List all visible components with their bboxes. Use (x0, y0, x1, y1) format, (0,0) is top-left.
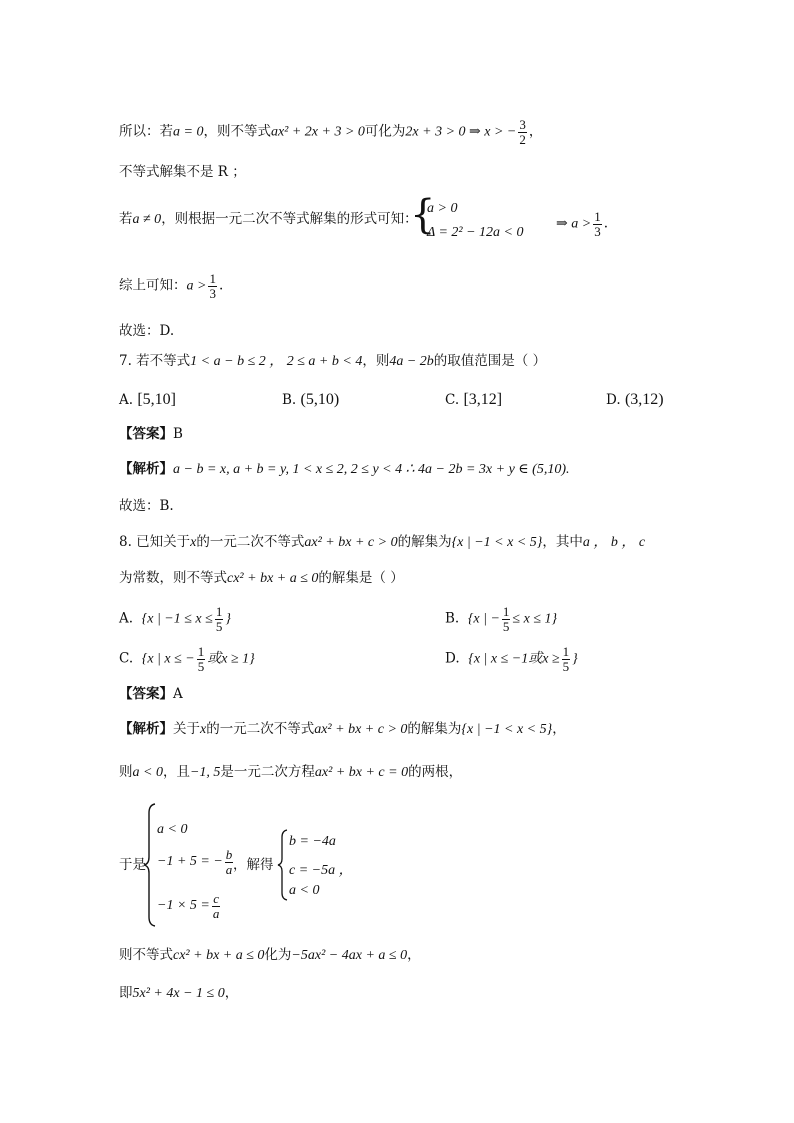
left-brace: { (410, 192, 436, 238)
text: ， (407, 947, 421, 963)
text: 7. 若不等式 (119, 353, 191, 369)
fraction-denominator: 5 (215, 618, 223, 634)
question-7-stem (119, 355, 546, 369)
fraction-denominator: 3 (209, 285, 216, 301)
math: {x | − (467, 611, 500, 627)
text: 化为 (264, 947, 292, 963)
text: ，则根据一元二次不等式解集的形式可知： (161, 211, 418, 227)
system-line: c = −5a ， (289, 863, 353, 878)
analysis-tag: 【解析】 (119, 721, 173, 737)
fraction (212, 892, 221, 920)
option-value: (3,12) (624, 391, 664, 408)
text: 的一元二次不等式 (206, 721, 315, 737)
system-line: a < 0 (157, 822, 188, 837)
option-value: (5,10) (300, 391, 340, 408)
answer-value: A (173, 686, 183, 702)
text: . (218, 277, 224, 294)
text: ，解得 (233, 857, 274, 873)
analysis-line (119, 723, 566, 737)
text: 若 (119, 211, 133, 227)
math: {x | −1 ≤ x ≤ (141, 611, 213, 627)
option-c (119, 645, 255, 673)
math: 或x ≥ 1} (207, 651, 255, 667)
option-a (119, 391, 176, 409)
math: a ≠ 0 (132, 212, 162, 227)
option-label: D. (606, 392, 621, 408)
math: a > (186, 278, 207, 294)
text: ， (224, 985, 239, 1001)
option-b (445, 605, 557, 633)
text: 于是 (119, 857, 146, 873)
fraction (518, 118, 527, 146)
fraction-numerator: 3 (519, 117, 526, 132)
text: 可化为 (364, 123, 406, 140)
option-label: D. (445, 650, 460, 667)
math: x (200, 722, 207, 737)
math: 5x² + 4x − 1 ≤ 0 (132, 986, 225, 1001)
analysis-tag: 【解析】 (119, 461, 173, 477)
math: ax² + bx + c = 0 (314, 765, 409, 780)
math: −1 × 5 = (157, 898, 210, 914)
text: 的两根， (408, 764, 463, 780)
text-line (119, 213, 418, 227)
text: ， (528, 123, 543, 140)
math-result (556, 210, 608, 238)
option-d (606, 391, 664, 409)
math: } (572, 651, 578, 667)
fraction-denominator: 5 (197, 658, 205, 674)
fraction-numerator: 1 (562, 644, 570, 659)
text-line (119, 118, 542, 146)
option-label: C. (119, 650, 134, 667)
math: 2x + 3 > 0 ⇒ x > − (405, 124, 517, 140)
fraction-numerator: 1 (502, 604, 510, 619)
option-value: [5,10] (137, 391, 176, 408)
system-line: Δ = 2² − 12a < 0 (427, 225, 524, 240)
text: ， (552, 721, 566, 737)
analysis-line (119, 987, 238, 1001)
fraction (197, 645, 206, 673)
text: 综上可知： (119, 277, 187, 294)
fraction-denominator: 3 (594, 223, 601, 239)
fraction (208, 272, 217, 300)
option-d (445, 645, 578, 673)
option-label: B. (445, 610, 460, 627)
text: 则不等式 (119, 947, 173, 963)
answer-value: B (173, 426, 183, 442)
text: ，则不等式 (203, 123, 271, 140)
math: a ， b ， c (582, 535, 646, 550)
option-value: [3,12] (463, 391, 503, 408)
option-b (282, 391, 339, 409)
fraction-numerator: c (213, 891, 219, 906)
left-brace (143, 803, 157, 927)
system-line: a > 0 (427, 201, 458, 216)
text: 的解集为 (407, 721, 462, 737)
question-8-stem (119, 536, 645, 550)
option-label: C. (445, 392, 460, 408)
option-a (119, 605, 231, 633)
math: a − b = x, a + b = y, 1 < x ≤ 2, 2 ≤ y < 4 ∴ 4a − 2b = 3x + y ∈ (5,10). (173, 462, 570, 477)
math: ⇒ a > (556, 216, 592, 232)
math: cx² + bx + a ≤ 0 (173, 948, 265, 963)
math: cx² + bx + a ≤ 0 (227, 571, 319, 586)
fraction (593, 210, 602, 238)
answer-tag: 【答案】 (119, 686, 173, 702)
math: ≤ x ≤ 1} (512, 611, 558, 627)
question-8-stem-line2 (119, 572, 404, 586)
fraction (562, 645, 571, 673)
fraction-denominator: a (225, 861, 233, 877)
text: 8. 已知关于 (119, 534, 191, 550)
text-line: 不等式解集不是 R ； (119, 164, 246, 180)
math: a < 0 (132, 765, 163, 780)
left-brace (277, 829, 289, 901)
option-label: A. (119, 610, 134, 627)
answer-line (119, 428, 183, 442)
text: 的解集为 (397, 534, 452, 550)
math: {x | −1 < x < 5} (451, 535, 543, 550)
text: 则 (119, 764, 133, 780)
analysis-line (119, 463, 570, 477)
text: ，其中 (542, 534, 583, 550)
text: 是一元二次方程 (220, 764, 315, 780)
text: . (603, 215, 608, 232)
option-label: B. (282, 392, 297, 408)
system-line (157, 892, 222, 920)
math: 4a − 2b (389, 354, 434, 369)
system-line: b = −4a (289, 834, 336, 849)
math: } (225, 611, 231, 627)
text: 的解集是（ ） (318, 570, 404, 586)
option-c (445, 391, 502, 409)
math: ax² + 2x + 3 > 0 (270, 124, 365, 140)
text-line: 故选：B. (119, 498, 174, 514)
math: −1 + 5 = − (157, 854, 223, 870)
fraction-denominator: 2 (519, 131, 526, 147)
math: −5ax² − 4ax + a ≤ 0 (291, 948, 408, 963)
math: {x | x ≤ −1或x ≥ (468, 651, 560, 667)
text: 所以：若 (119, 123, 173, 140)
answer-tag: 【答案】 (119, 426, 173, 442)
option-label: A. (119, 392, 134, 408)
analysis-line (119, 949, 421, 963)
text: 即 (119, 985, 133, 1001)
math: {x | −1 < x < 5} (461, 722, 553, 737)
fraction-numerator: 1 (215, 604, 223, 619)
math: {x | x ≤ − (141, 651, 195, 667)
fraction-numerator: 1 (209, 271, 216, 286)
fraction-denominator: 5 (502, 618, 510, 634)
fraction (215, 605, 224, 633)
fraction-numerator: b (225, 847, 233, 862)
fraction (502, 605, 511, 633)
fraction-denominator: 5 (562, 658, 570, 674)
text: ，则 (362, 353, 390, 369)
fraction-denominator: a (212, 905, 220, 921)
math: −1, 5 (189, 765, 221, 780)
text: 的取值范围是（ ） (433, 353, 547, 369)
math: a = 0 (173, 124, 204, 140)
fraction-numerator: 1 (594, 209, 601, 224)
text: 关于 (173, 721, 200, 737)
text: 的一元二次不等式 (196, 534, 305, 550)
analysis-line (119, 766, 462, 780)
math: x (190, 535, 197, 550)
text-line: 故选：D. (119, 323, 175, 339)
text-line (119, 272, 223, 300)
math: ax² + bx + c > 0 (314, 722, 408, 737)
math: 1 < a − b ≤ 2 ， 2 ≤ a + b < 4 (190, 354, 363, 369)
math: ax² + bx + c > 0 (304, 535, 398, 550)
fraction-numerator: 1 (197, 644, 205, 659)
system-line: a < 0 (289, 883, 320, 898)
system-line (157, 848, 235, 876)
answer-line (119, 688, 183, 702)
text: ，且 (162, 764, 190, 780)
text: 为常数，则不等式 (119, 570, 227, 586)
